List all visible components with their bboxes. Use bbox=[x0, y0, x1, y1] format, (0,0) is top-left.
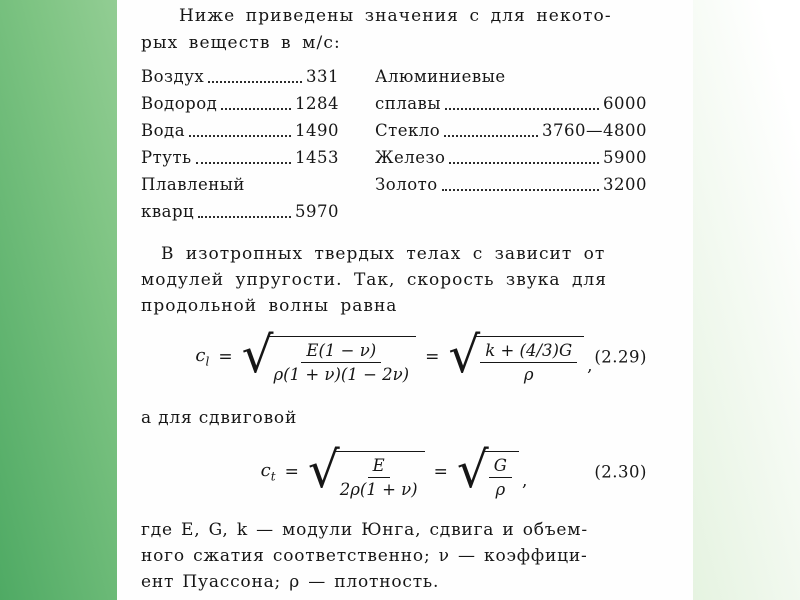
substance-name: сплавы bbox=[375, 94, 441, 113]
radical-icon: √ bbox=[448, 325, 481, 384]
equation-lhs bbox=[195, 345, 209, 369]
table-row bbox=[375, 117, 647, 144]
equation-2-30 bbox=[141, 441, 647, 503]
book-page bbox=[117, 0, 693, 600]
text-line: рых веществ в м/с: bbox=[141, 33, 341, 53]
radicand bbox=[484, 451, 519, 499]
substance-value: 5970 bbox=[295, 202, 339, 221]
substance-value: 5900 bbox=[603, 148, 647, 167]
square-root bbox=[241, 325, 417, 384]
equation-number: (2.30) bbox=[594, 462, 647, 482]
table-row bbox=[141, 117, 339, 144]
fraction bbox=[340, 456, 418, 499]
equals-sign: = bbox=[425, 347, 440, 367]
comma: , bbox=[587, 356, 593, 376]
dotted-leader bbox=[445, 108, 599, 110]
square-root bbox=[307, 440, 425, 499]
substance-name: Железо bbox=[375, 148, 446, 167]
equation-2-29 bbox=[141, 323, 647, 391]
square-root bbox=[448, 325, 584, 384]
definitions-paragraph bbox=[141, 517, 647, 595]
equals-sign: = bbox=[284, 462, 299, 482]
substance-name: Алюминиевые bbox=[375, 67, 506, 86]
substance-value: 1453 bbox=[295, 148, 339, 167]
equation bbox=[195, 325, 593, 384]
table-row bbox=[141, 171, 339, 198]
subscript: l bbox=[205, 354, 210, 369]
body-paragraph bbox=[141, 241, 647, 319]
table-row bbox=[141, 90, 339, 117]
text-line: где E, G, k — модули Юнга, сдвига и объем- bbox=[141, 520, 588, 540]
fraction bbox=[480, 341, 577, 384]
text-line: модулей упругости. Так, скорость звука для bbox=[141, 270, 607, 290]
equals-sign: = bbox=[218, 347, 233, 367]
dotted-leader bbox=[198, 216, 291, 218]
text-line: ного сжатия соответственно; ν — коэффици- bbox=[141, 546, 588, 566]
table-row bbox=[375, 144, 647, 171]
table-row bbox=[375, 171, 647, 198]
substance-value: 1490 bbox=[295, 121, 339, 140]
dotted-leader bbox=[449, 162, 599, 164]
substance-value: 3200 bbox=[603, 175, 647, 194]
substance-name: Золото bbox=[375, 175, 438, 194]
text-line: В изотропных твердых телах c зависит от bbox=[161, 244, 606, 264]
table-column-right bbox=[375, 63, 647, 225]
substance-value: 3760—4800 bbox=[542, 121, 647, 140]
denominator: ρ bbox=[523, 364, 534, 384]
dotted-leader bbox=[189, 135, 291, 137]
dotted-leader bbox=[196, 162, 291, 164]
table-row bbox=[375, 90, 647, 117]
radical-icon: √ bbox=[241, 325, 274, 384]
substance-name: Вода bbox=[141, 121, 186, 140]
substance-value: 6000 bbox=[603, 94, 647, 113]
comma: , bbox=[521, 471, 528, 491]
text-line: ент Пуассона; ρ — плотность. bbox=[141, 572, 440, 592]
substances-table bbox=[141, 63, 647, 225]
table-row bbox=[141, 144, 339, 171]
text-line: Ниже приведены значения c для некото- bbox=[179, 6, 612, 26]
equation bbox=[260, 440, 528, 499]
radical-icon: √ bbox=[456, 440, 489, 499]
square-root bbox=[456, 440, 519, 499]
substance-name: Ртуть bbox=[141, 148, 192, 167]
text-line: продольной волны равна bbox=[141, 296, 398, 316]
numerator: E(1 − ν) bbox=[301, 341, 381, 363]
numerator: k + (4/3)G bbox=[480, 341, 577, 363]
fraction bbox=[273, 341, 409, 384]
radicand bbox=[335, 451, 425, 499]
equation-lhs bbox=[261, 460, 276, 484]
equation-intro-paragraph bbox=[141, 405, 647, 432]
table-column-left bbox=[141, 63, 339, 225]
numerator: G bbox=[489, 456, 512, 478]
dotted-leader bbox=[221, 108, 291, 110]
dotted-leader bbox=[444, 135, 538, 137]
radicand bbox=[475, 336, 584, 384]
substance-value: 1284 bbox=[295, 94, 339, 113]
variable: c bbox=[260, 460, 271, 482]
substance-value: 331 bbox=[306, 67, 339, 86]
substance-name: Воздух bbox=[141, 67, 205, 86]
variable: c bbox=[195, 345, 206, 367]
radical-icon: √ bbox=[307, 440, 340, 499]
substance-name: Стекло bbox=[375, 121, 441, 140]
numerator: E bbox=[368, 456, 390, 478]
intro-paragraph bbox=[141, 3, 647, 57]
substance-name: Плавленый bbox=[141, 175, 245, 194]
denominator: ρ(1 + ν)(1 − 2ν) bbox=[273, 364, 410, 384]
denominator: ρ bbox=[495, 479, 506, 499]
table-row bbox=[375, 63, 647, 90]
equals-sign: = bbox=[433, 462, 448, 482]
fraction bbox=[489, 456, 512, 499]
substance-name: кварц bbox=[141, 202, 195, 221]
table-row bbox=[141, 63, 339, 90]
radicand bbox=[268, 336, 416, 384]
table-row bbox=[141, 198, 339, 225]
dotted-leader bbox=[442, 189, 599, 191]
subscript: t bbox=[270, 469, 276, 484]
substance-name: Водород bbox=[141, 94, 218, 113]
denominator: 2ρ(1 + ν) bbox=[339, 479, 418, 499]
text-line: а для сдвиговой bbox=[141, 408, 298, 428]
equation-number: (2.29) bbox=[594, 347, 647, 367]
dotted-leader bbox=[208, 81, 302, 83]
